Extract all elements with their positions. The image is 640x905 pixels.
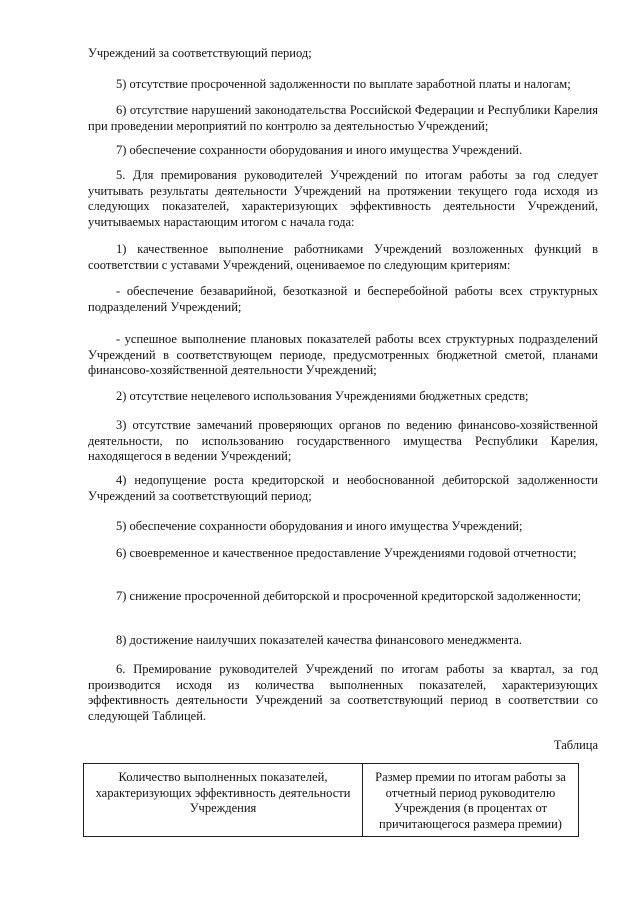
paragraph-criterion-7: 7) снижение просроченной дебиторской и просроченной кредиторской задолженности; xyxy=(116,589,582,603)
paragraph-item-6: 6) отсутствие нарушений законодательства Российской Федерации и Республики Карелия при проведении мероприятий по контролю за деятельностью Учреждений; xyxy=(88,103,598,133)
table-header-indicators-count: Количество выполненных показателей, характеризующих эффективность деятельности Учреждения xyxy=(84,764,363,837)
paragraph-section-5: 5. Для премирования руководителей Учреждений по итогам работы за год следует учитывать результаты деятельности Учреждений на протяжении текущего года исходя из следующих показателей, характеризующих эффективность деятельности Учреждений, учитываемых нарастающим итогом с начала года: xyxy=(88,168,598,229)
paragraph-item-7: 7) обеспечение сохранности оборудования и иного имущества Учреждений. xyxy=(116,143,523,157)
paragraph-subitem-a: - обеспечение безаварийной, безотказной и бесперебойной работы всех структурных подразделений Учреждений; xyxy=(88,284,598,314)
paragraph-criterion-3: 3) отсутствие замечаний проверяющих органов по ведению финансово-хозяйственной деятельности, по использованию государственного имущества Республики Карелия, находящегося в ведении Учреждений; xyxy=(88,418,598,463)
paragraph-criterion-4: 4) недопущение роста кредиторской и необоснованной дебиторской задолженности Учреждений за соответствующий период; xyxy=(88,473,598,503)
paragraph-criterion-8: 8) достижение наилучших показателей качества финансового менеджмента. xyxy=(116,633,522,647)
table-header-row xyxy=(84,764,579,837)
paragraph-criterion-5: 5) обеспечение сохранности оборудования и иного имущества Учреждений; xyxy=(116,519,523,533)
paragraph-item-5: 5) отсутствие просроченной задолженности по выплате заработной платы и налогам; xyxy=(116,77,571,91)
premium-table xyxy=(83,763,579,837)
table-label: Таблица xyxy=(553,738,598,752)
paragraph-criterion-1: 1) качественное выполнение работниками Учреждений возложенных функций в соответствии с уставами Учреждений, оцениваемое по следующим критериям: xyxy=(88,242,598,272)
paragraph-subitem-b: - успешное выполнение плановых показателей работы всех структурных подразделений Учреждений в соответствующем периоде, предусмотренных бюджетной сметой, планами финансово-хозяйственной деятельности Учреждений; xyxy=(88,332,598,377)
table-header-premium-size: Размер премии по итогам работы за отчетный период руководителю Учреждения (в процентах от причитающегося размера премии) xyxy=(363,764,579,837)
paragraph-section-6: 6. Премирование руководителей Учреждений по итогам работы за квартал, за год производится исходя из количества выполненных показателей, характеризующих эффективность деятельности Учреждений за соответствующий период в соответствии со следующей Таблицей. xyxy=(88,662,598,723)
paragraph-continuation: Учреждений за соответствующий период; xyxy=(88,46,312,60)
paragraph-criterion-6: 6) своевременное и качественное предоставление Учреждениями годовой отчетности; xyxy=(116,546,577,560)
paragraph-criterion-2: 2) отсутствие нецелевого использования Учреждениями бюджетных средств; xyxy=(116,389,529,403)
